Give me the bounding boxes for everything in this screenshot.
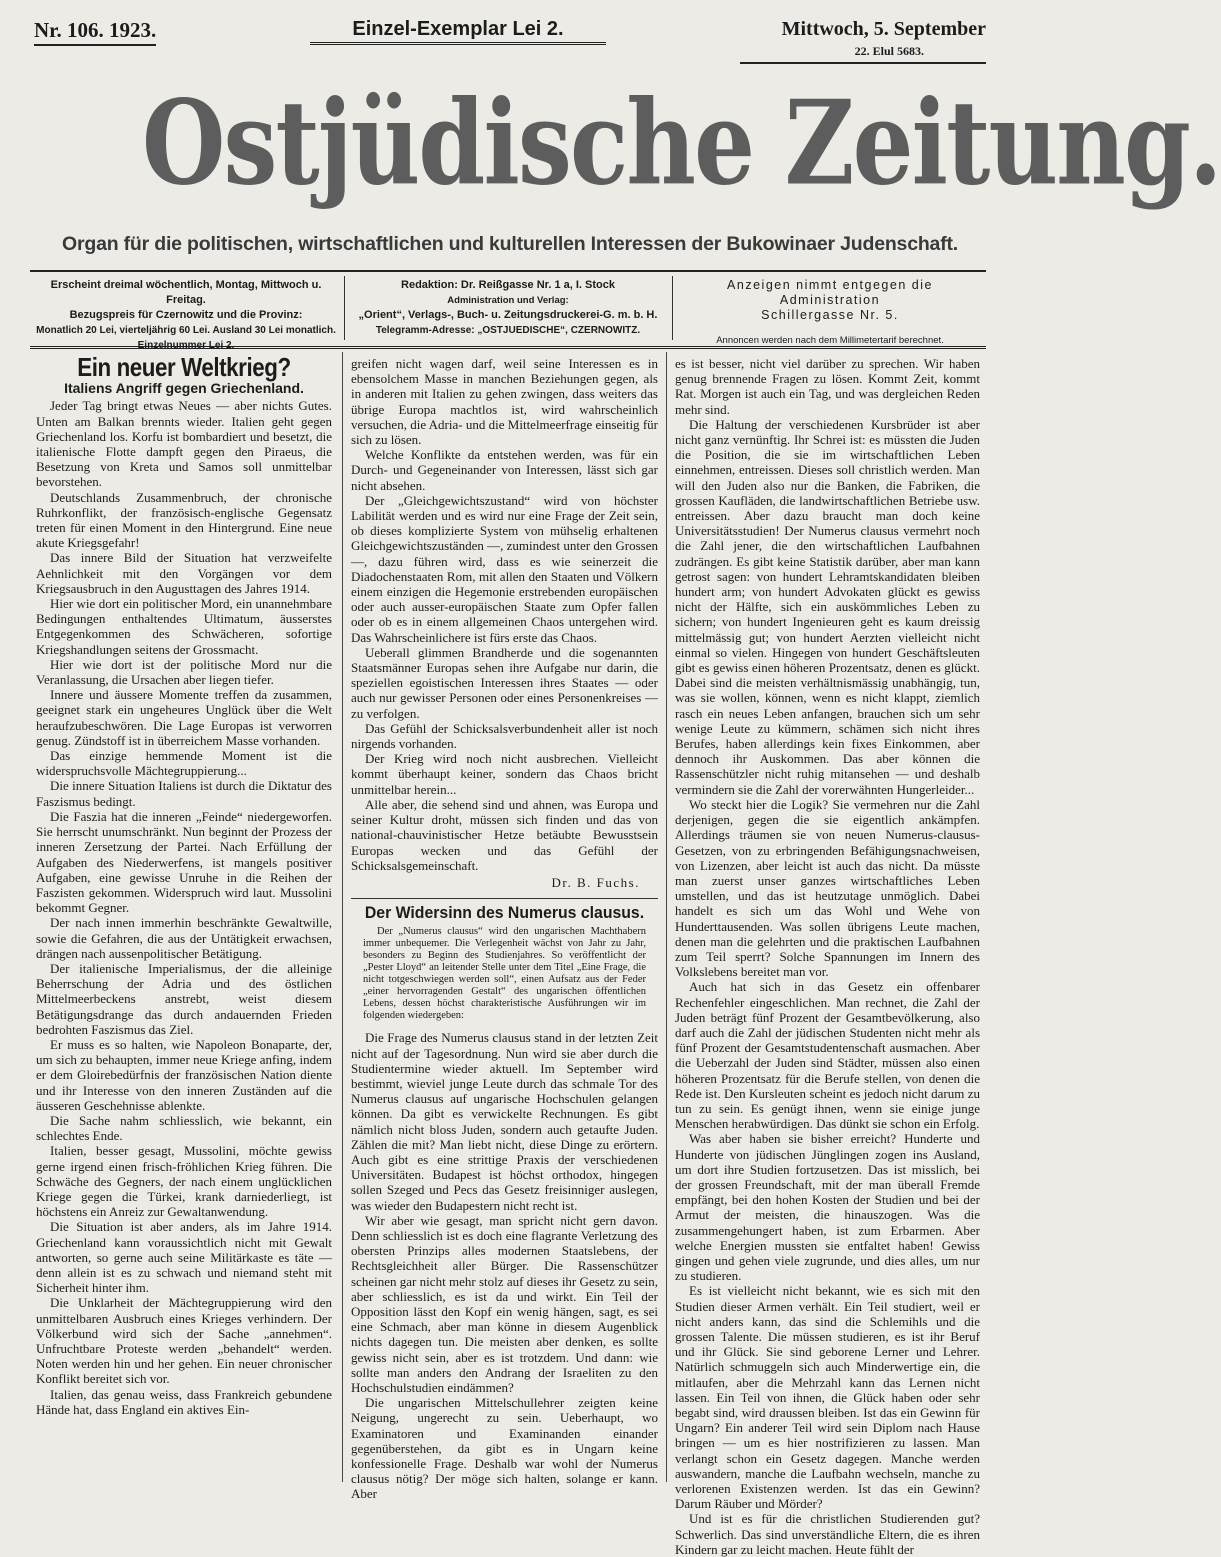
info-line: „Orient“, Verlags-, Buch- u. Zeitungsdruckerei-G. m. b. H. — [358, 309, 658, 321]
article-paragraph: Der Krieg wird noch nicht ausbrechen. Vielleicht kommt überhaupt keiner, sondern das Chaos bricht unmittelbar herein... — [351, 751, 658, 797]
article-headline: Der Widersinn des Numerus clausus. — [364, 903, 645, 923]
subscription-info — [30, 278, 342, 353]
article-paragraph: Und ist es für die christlichen Studierenden gut? Schwerlich. Das sind unverständliche Eltern, die es ihren Kindern gar zu leicht machen. Heute fühlt der — [675, 1511, 980, 1557]
info-line: Telegramm-Adresse: „OSTJUEDISCHE“, CZERNOWITZ. — [375, 325, 641, 336]
column-3 — [675, 356, 980, 1557]
article-paragraph: Was aber haben sie bisher erreicht? Hunderte und Hunderte von jüdischen Jünglingen zogen ins Ausland, um dort ihre Studien fortzusetzen. Das ist misslich, bei der grossen Freundschaft, mit der man überall Fremde empfängt, bei den hohen Kosten der Studien und bei der Armut der meisten, die hinauszogen. Was die zusammengehungert haben, ist zum Erbarmen. Aber welche Energien mussten sie entfaltet haben! Gewiss gingen und gehen viele zugrunde, und dies alles, um nur zu studieren. — [675, 1131, 980, 1284]
article-paragraph: greifen nicht wagen darf, weil seine Interessen es in ebensolchem Masse in manchen Beziehungen gegen, als in anderen mit Italien zu gehen zwingen, dass weiters das übrige Europa machtlos ist, wird wahrscheinlich versuchen, die Adria- und die Mittelmeerfrage einseitig für sich zu lösen. — [351, 356, 658, 448]
article-paragraph: Welche Konflikte da entstehen werden, was für ein Durch- und Gegeneinander von Interessen, lässt sich gar nicht absehen. — [351, 447, 658, 493]
article-paragraph: Wir aber wie gesagt, man spricht nicht gern davon. Denn schliesslich ist es doch eine flagrante Verletzung des obersten Prinzips alles modernen Staatslebens, der Rechtsgleichheit aller Bürger. Die Rassenschützer scheinen gar nicht mehr stolz auf dieses ihr Gesetz zu sein, aber schliesslich, es ist da und wirkt. Ein Teil der Opposition lässt den Kopf ein wenig hängen, sagt, es sei eine Schmach, aber man könne in diesem Augenblick nichts dagegen tun. Die meisten aber denken, es sollte gewiss nicht sein, aber es ist trotzdem. Und dann: wie sollte man anders den Andrang der Israeliten zu den Hochschulstudien eindämmen? — [351, 1212, 658, 1395]
column-divider — [666, 352, 667, 1482]
article-paragraph: Der „Gleichgewichtszustand“ wird von höchster Labilität werden und es wird nur eine Frage der Zeit sein, ob dieses komplizierte System von mühselig erhaltenen Gleichgewichtszuständen —, zumindest unter den Grossen —, dazu führen wird, dass es wie seinerzeit die Diadochenstaaten Rom, mit allen den Staaten und Völkern einem einzigen die Hegemonie erstrebenden europäischen oder auch ausser-europäischen Staate zum Opfer fallen oder ob es in einem allgemeinen Chaos untergehen wird. Das Wahrscheinlichere ist fürs erste das Chaos. — [351, 492, 658, 645]
article-paragraph: Es ist vielleicht nicht bekannt, wie es sich mit den Studien dieser Armen verhält. Ein Teil studiert, weil er nicht anders kann, das sind die Schlemihls und die grossen Talente. Die müssen studieren, es ist ihr Beruf und ihr Glück. Sie sind geborene Lerner und Lehrer. Natürlich schmuggeln sich auch Minderwertige ein, die mitlaufen, aber die Mehrzahl kann das Lernen nicht lassen. Ein Teil von ihnen, die Glück haben oder sehr begabt sind, wird draussen bleiben. Ist das ein Gewinn für Ungarn? Ein anderer Teil wird sein Diplom nach Hause bringen — um es hier nostrifizieren zu lassen. Man verlangt schon ein Gesetz dagegen. Manche werden auswandern, manche die Laufbahn wechseln, manche zu verlorenen Existenzen werden. Ist das ein Gewinn? Darum Räuber und Mörder? — [675, 1283, 980, 1512]
info-line: Annoncen werden nach dem Millimetertarif berechnet. — [716, 335, 944, 346]
hebrew-date: 22. Elul 5683. — [854, 44, 924, 58]
article-paragraph: Die Situation ist aber anders, als im Jahre 1914. Griechenland kann voraussichtlich nicht mit Gewalt antworten, so gerne auch seine Militärkaste es täte — denn allein ist es zu schwach und niemand steht mit Sicherheit hinter ihm. — [36, 1219, 332, 1296]
article-paragraph: Innere und äussere Momente treffen da zusammen, geeignet stark ein ungeheures Unglück über die Welt heraufzubeschwören. Die Lage Europas ist verworren genug. Zündstoff ist in überreichem Masse vorhanden. — [36, 687, 332, 748]
article-paragraph: Der italienische Imperialismus, der die alleinige Beherrschung der Adria und des östlichen Mittelmeerbeckens anstrebt, weist diesem Betätigungsdrange das durch andauernden Frieden bedrohten Faszismus das Ziel. — [36, 960, 332, 1037]
article-paragraph: Die innere Situation Italiens ist durch die Diktatur des Faszismus bedingt. — [36, 778, 332, 809]
info-line: Monatlich 20 Lei, vierteljährig 60 Lei. Ausland 30 Lei monatlich. — [36, 325, 336, 336]
info-line: Erscheint dreimal wöchentlich, Montag, Mittwoch u. Freitag. — [50, 279, 322, 306]
article-paragraph: Jeder Tag bringt etwas Neues — aber nichts Gutes. Unten am Balkan brennts wieder. Italien geht gegen Griechenland los. Korfu ist bombardiert und besetzt, die italienische Flotte dampft gegen den Piraeus, die Besetzung von Kreta und Samos soll unmittelbar bevorstehen. — [36, 398, 332, 490]
article-paragraph: Auch hat sich in das Gesetz ein offenbarer Rechenfehler eingeschlichen. Man rechnet, die Zahl der Juden beträgt fünf Prozent der Gesamtbevölkerung, also darf auch die Zahl der jüdischen Studenten nicht mehr als fünf Prozent der Gesamtstudentenschaft ausmachen. Aber die Ueberzahl der Juden sind Städter, müssen also einen höheren Prozentsatz für die Berufe stellen, von denen die Rede ist. Den Kursleuten scheint es jedoch nicht darum zu tun zu sein. Es genügt ihnen, wenn sie einige junge Menschen herabwürdigen. Das dünkt sie schon ein Erfolg. — [675, 979, 980, 1132]
article-paragraph: Italien, besser gesagt, Mussolini, möchte gewiss gerne irgend einen frisch-fröhlichen Krieg führen. Die Schwäche des Gegners, der nach einem unglücklichen Kriege gegen die Türkei, krank darniederliegt, ist höchstens ein Anreiz zur Gewaltanwendung. — [36, 1143, 332, 1220]
advertising-info — [676, 278, 984, 348]
article-paragraph: Hier wie dort ist der politische Mord nur die Veranlassung, die Ursachen aber liegen tiefer. — [36, 656, 332, 688]
masthead-subtitle: Organ für die politischen, wirtschaftlichen und kulturellen Interessen der Bukowinaer Judenschaft. — [62, 233, 958, 255]
article-separator — [351, 898, 658, 899]
info-line: Anzeigen nimmt entgegen die Administration — [727, 278, 933, 307]
info-line: Redaktion: Dr. Reißgasse Nr. 1 a, I. Stock — [401, 279, 615, 291]
article-paragraph: Die Haltung der verschiedenen Kursbrüder ist aber nicht ganz vernünftig. Ihr Schrei ist: es müssten die Juden die Position, die sie im wirtschaftlichen Leben einnehmen, entreissen. Dieses soll christlich werden. Man will den Juden also nur die Banken, die Fabriken, die grossen Kaufläden, die landwirtschaftlichen Betriebe usw. entreissen. Aber dazu braucht man doch keine Universitätsstudien! Der Numerus clausus vermehrt noch die Zahl jener, die den wirtschaftlichen Laufbahnen zudrängen. Es gibt keine Statistik darüber, aber man kann getrost sagen: von hundert Lehramtskandidaten bleiben hundert arm; von hundert Advokaten glückt es gewiss nicht der Hälfte, sich ein auskömmliches Leben zu sichern; von hundert Ingenieuren geht es kaum dreissig mittelmässig gut; von hundert Aerzten vielleicht nicht einmal so vielen. Hingegen von hundert Geschäftsleuten gibt es gewiss einen höheren Prozentsatz, denen es glückt. Dabei sind die meisten verhältnismässig unabhängig, tun, was sie wollen, können, wenn es nicht klappt, ziemlich rasch ein neues Leben anfangen, brauchen sich um sehr wenige Leute zu kümmern, schämen sich nicht ihres Berufes, haben allerdings kein fixes Einkommen, aber dennoch ihr Auskommen. Das aber können die Rassenschützler nicht ruhig mitansehen — und deshalb vermindern sie die Zahl der vorerwähnten Hungerleider... — [675, 416, 980, 797]
article-paragraph: Die Faszia hat die inneren „Feinde“ niedergeworfen. Sie herrscht unumschränkt. Nun beginnt der Prozess der inneren Zersetzung der Partei. Nach Erfüllung der Aufgaben des Niederwerfens, ist mangels positiver Aufgaben, eine gewisse Unruhe in die Reihen der Faszisten gekommen. Widerspruch wird laut. Mussolini bekommt Gegner. — [36, 808, 332, 916]
article-paragraph: Alle aber, die sehend sind und ahnen, was Europa und seiner Kultur droht, müssen sich finden und das von national-chauvinistischer Hetze betäubte Bewusstsein Europas wecken und das Gefühl der Schicksalsgemeinschaft. — [351, 796, 658, 873]
article-author: Dr. B. Fuchs. — [551, 874, 640, 890]
article-paragraph: Wo steckt hier die Logik? Sie vermehren nur die Zahl derjenigen, gegen die sie eigentlich ankämpfen. Allerdings träumen sie von neuen Numerus-clausus-Gesetzen, von zu erbringenden Befähigungsnachweisen, von Lizenzen, aber leicht ist auch das nicht. Da müsste man zuerst unser ganzes wirtschaftliches Leben umstellen, und das ist heutzutage unmöglich. Dabei handelt es sich um das Wohl und Wehe von Hunderttausenden. Was sollen übrigens Leute machen, denen man die gelehrten und die praktischen Laufbahnen zum Teil sperrt? Solche Spannungen im Innern des Volkslebens bereitet man vor. — [675, 796, 980, 980]
issue-date: Mittwoch, 5. September — [781, 18, 986, 40]
article-paragraph: Das innere Bild der Situation hat verzweifelte Aehnlichkeit mit den Vorgängen vor dem Kriegsausbruch in den Augusttagen des Jahres 1914. — [36, 550, 332, 596]
info-bar — [30, 270, 986, 349]
article-intro-note: Der „Numerus clausus“ wird den ungarischen Machthabern immer unbequemer. Die Verlegenheit wächst von Jahr zu Jahr, besonders zu Beginn des Studienjahres. So veröffentlicht der „Pester Lloyd“ an leitender Stelle unter dem Titel „Eine Frage, die nicht totgeschwiegen werden soll“, einen Aufsatz aus der Feder „einer hervorragenden Gestalt“ des ungarischen öffentlichen Lebens, dessen höchst charakteristische Ausführungen wir im folgenden wiedergeben: — [363, 926, 646, 1022]
article-paragraph: Das einzige hemmende Moment ist die widerspruchsvolle Mächtegruppierung... — [36, 748, 332, 779]
article-subheadline: Italiens Angriff gegen Griechenland. — [64, 380, 304, 397]
info-divider — [344, 276, 345, 340]
column-1 — [36, 352, 332, 1482]
info-divider — [672, 276, 673, 340]
article-paragraph: Deutschlands Zusammenbruch, der chronische Ruhrkonflikt, der französisch-englische Gegensatz treten für einen Moment in den Hintergrund. Eine neue akute Kriegsgefahr! — [36, 489, 332, 551]
column-2 — [351, 356, 658, 1502]
price-label: Einzel-Exemplar Lei 2. — [310, 18, 606, 45]
info-line: Administration und Verlag: — [447, 295, 569, 306]
article-headline: Ein neuer Weltkrieg? — [77, 352, 291, 382]
article-paragraph: Ueberall glimmen Brandherde und die sogenannten Staatsmänner Europas sehen ihre Aufgabe nur darin, die speziellen egoistischen Interessen ihres Staates — oder auch nur gewisser Personen oder eines Personenkreises — zu verfolgen. — [351, 644, 658, 721]
article-paragraph: Er muss es so halten, wie Napoleon Bonaparte, der, um sich zu behaupten, immer neue Kriege anfing, indem er dem Gloirebedürfnis der französischen Nation diente und ihr Interesse von den inneren Zuständen auf die äusseren Geschehnisse ablenkte. — [36, 1036, 332, 1113]
editorial-info — [348, 278, 668, 338]
column-divider — [342, 352, 343, 1482]
info-line: Schillergasse Nr. 5. — [761, 308, 899, 322]
article-paragraph: Die Unklarheit der Mächtegruppierung wird den unmittelbaren Ausbruch eines Krieges verhindern. Der Völkerbund wird sich der Sache „annehmen“. Unfruchtbare Proteste werden „behandelt“ werden. Noten werden hin und her gehen. Ein neuer chronischer Konflikt bereitet sich vor. — [36, 1295, 332, 1387]
article-paragraph: es ist besser, nicht viel darüber zu sprechen. Wir haben genug brennende Fragen zu lösen. Kommt Zeit, kommt Rat. Morgen ist auch ein Tag, und was dergleichen Reden mehr sind. — [675, 356, 980, 417]
article-paragraph: Die Sache nahm schliesslich, wie bekannt, ein schlechtes Ende. — [36, 1112, 332, 1144]
article-paragraph: Das Gefühl der Schicksalsverbundenheit aller ist noch nirgends vorhanden. — [351, 720, 658, 752]
article-paragraph: Die Frage des Numerus clausus stand in der letzten Zeit nicht auf der Tagesordnung. Nun wird sie aber durch die Studientermine wieder aktuell. Im September wird bestimmt, wieviel junge Leute durch das schmale Tor des Numerus clausus auf ungarische Hochschulen gelangen können. Da gibt es verwickelte Rechnungen. Es gibt nämlich nicht bloss Juden, sondern auch getaufte Juden. Zählen die mit? Man liebt nicht, diese Dinge zu erörtern. Auch gibt es eine strittige Praxis der verschiedenen Universitäten. Budapest ist höchst orthodox, hingegen sollen Szeged und Pecs das Gesetz freisinniger auslegen, was wieder den Budapestern nicht recht ist. — [351, 1030, 658, 1213]
info-line: Bezugspreis für Czernowitz und die Provinz: — [69, 309, 303, 321]
masthead-title: Ostjüdische Zeitung. — [142, 73, 1221, 212]
issue-number: Nr. 106. 1923. — [34, 18, 156, 46]
article-paragraph: Italien, das genau weiss, dass Frankreich gebundene Hände hat, dass England ein aktives Ein- — [36, 1386, 332, 1417]
article-paragraph: Der nach innen immerhin beschränkte Gewaltwille, sowie die Gefahren, die aus der Untätigkeit erwachsen, drängen nach aussenpolitischer Betätigung. — [36, 915, 332, 961]
article-paragraph: Die ungarischen Mittelschullehrer zeigten keine Neigung, ungerecht zu sein. Ueberhaupt, wo Examinatoren und Examinanden einander gegenüberstehen, da gibt es in Ungarn keine konfessionelle Frage. Deshalb war wohl der Numerus clausus nötig? Der möge sich halten, solange er kann. Aber — [351, 1395, 658, 1502]
info-line: Einzelnummer Lei 2. — [137, 340, 235, 351]
article-paragraph: Hier wie dort ein politischer Mord, ein unannehmbare Bedingungen enthaltendes Ultimatum, äusserstes Entgegenkommen des Schwächeren, sofortige Kriegshandlungen seitens der Grossmacht. — [36, 596, 332, 657]
